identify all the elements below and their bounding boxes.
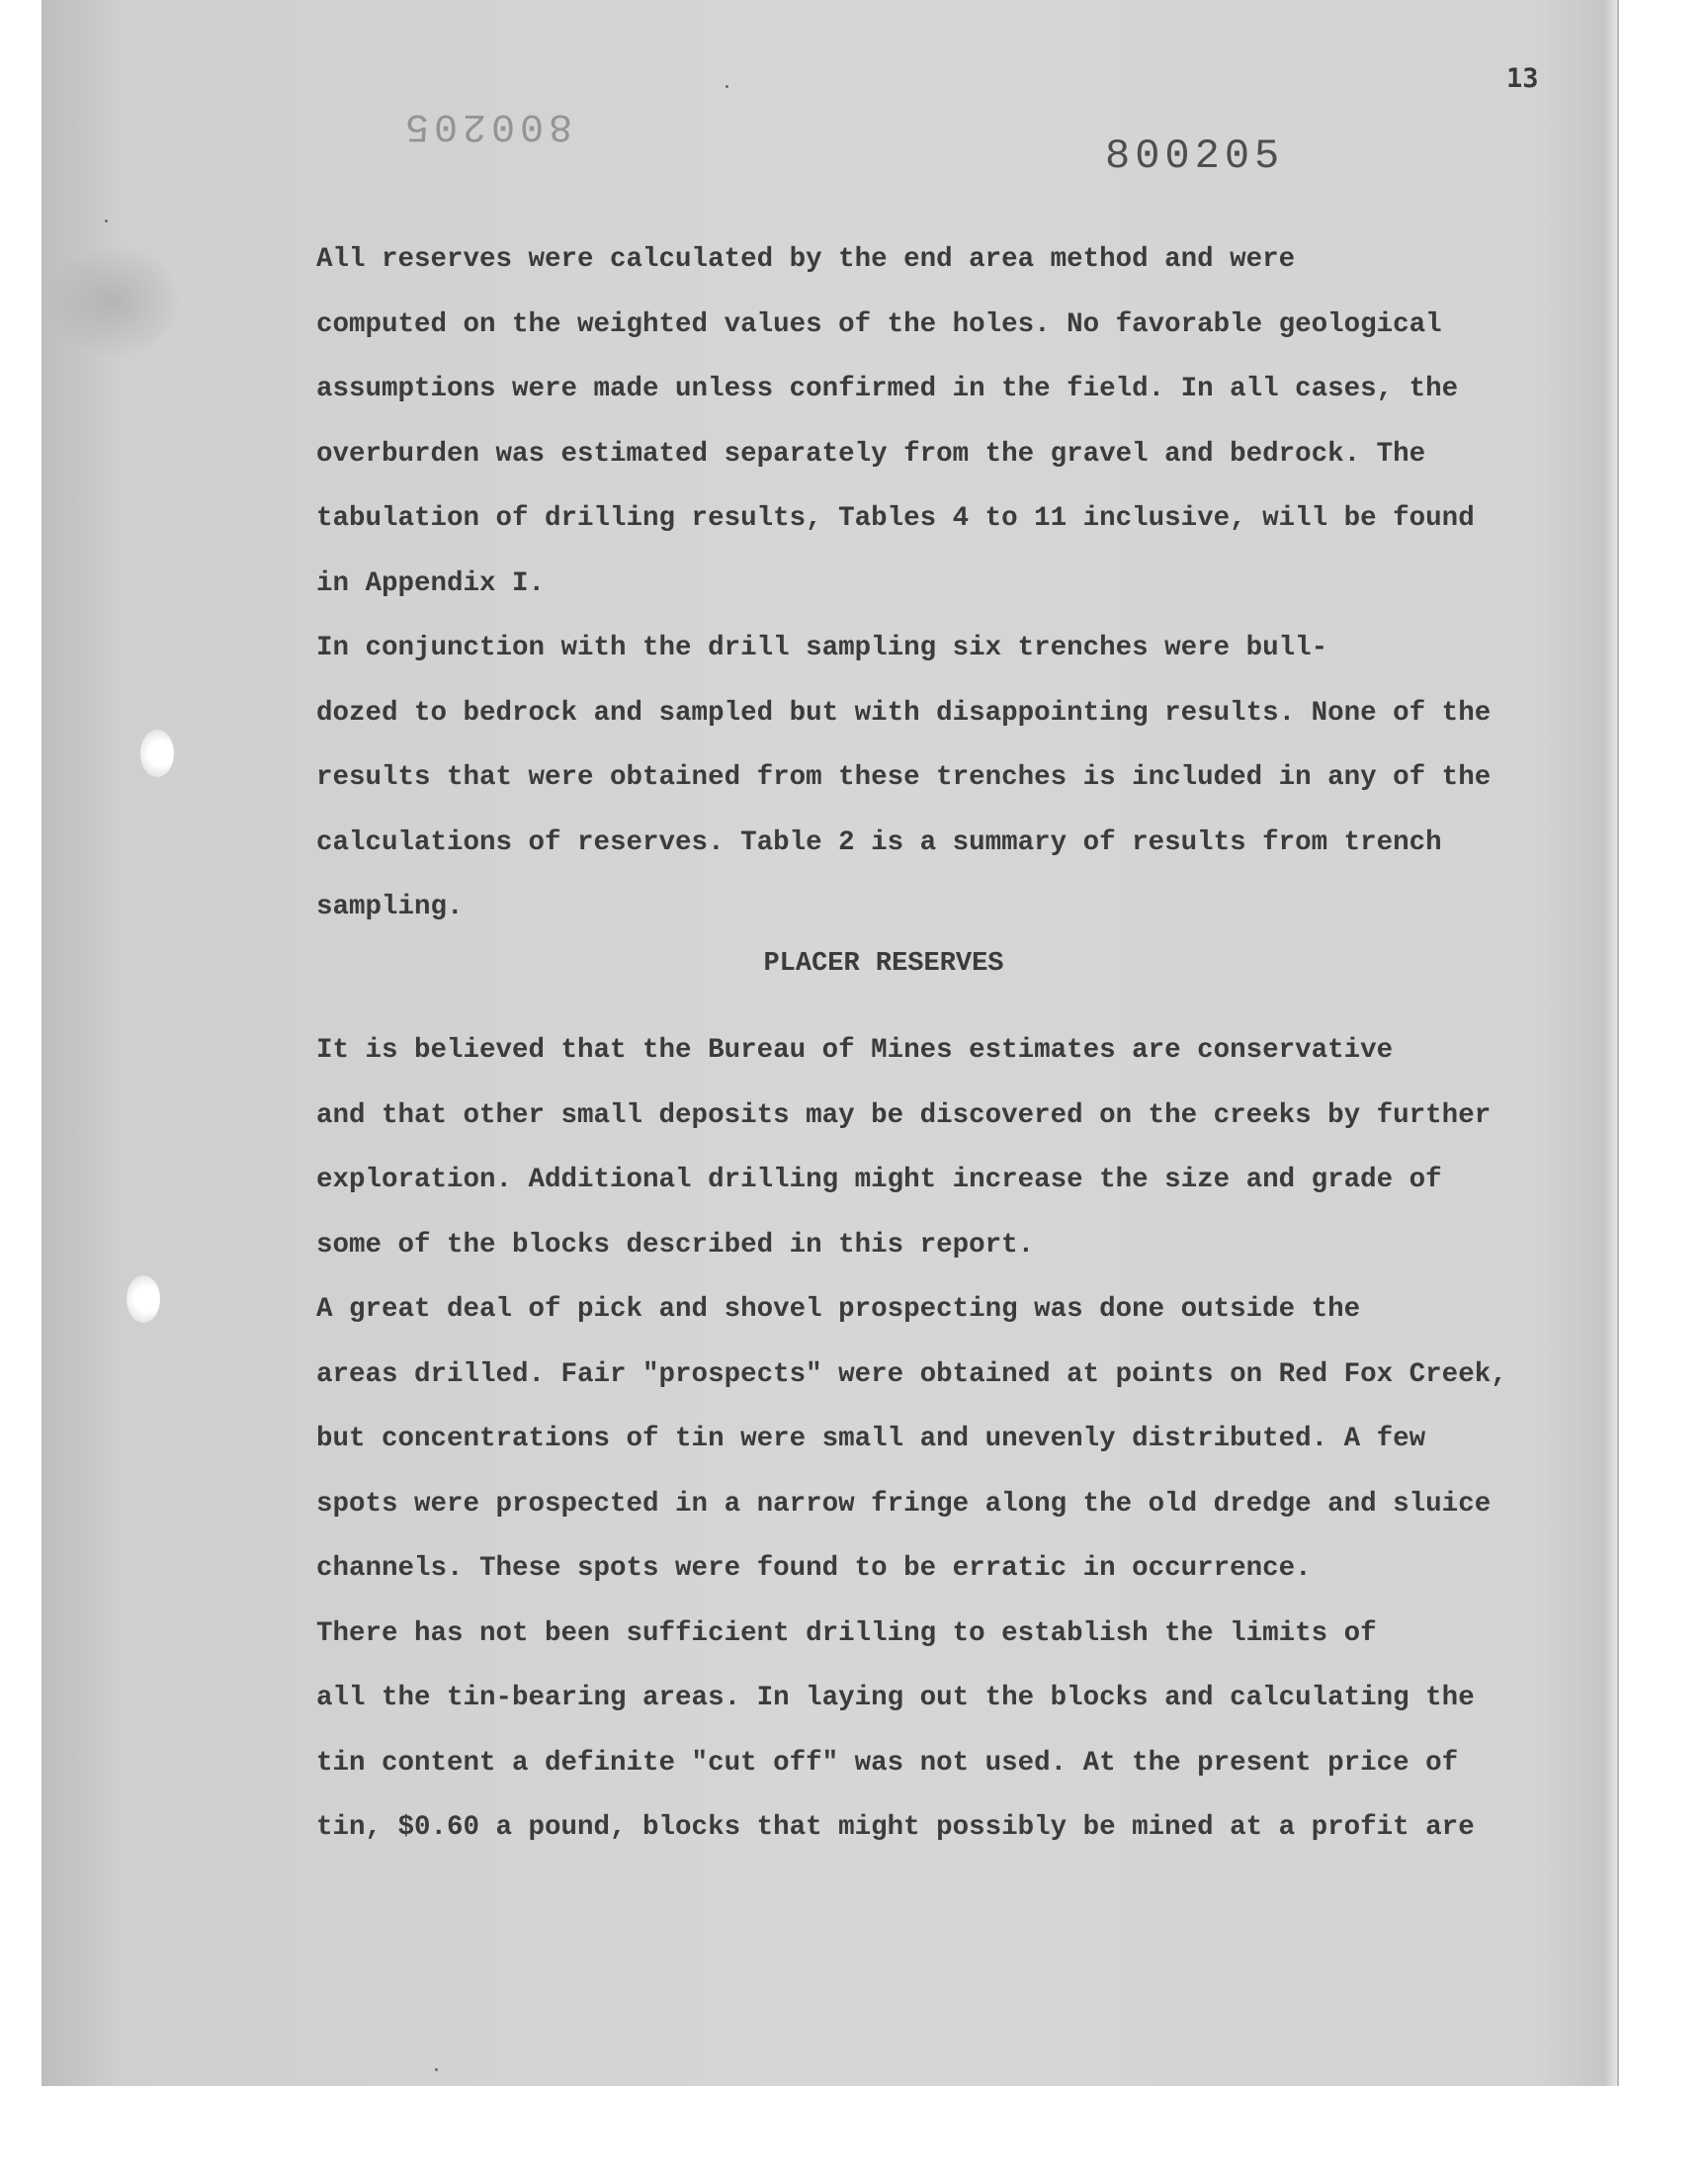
body-text-upper [316,227,1547,940]
speck [105,219,108,222]
paragraph-reserves-method [316,227,1547,616]
text-line: tabulation of drilling results, Tables 4 to 11 inclusive, will be found [316,503,1475,534]
text-line: dozed to bedrock and sampled but with disappointing results. None of the [316,697,1492,729]
text-line: assumptions were made unless confirmed in the field. In all cases, the [316,374,1459,404]
text-line: exploration. Additional drilling might increase the size and grade of [316,1165,1442,1195]
text-line: sampling. [316,892,464,922]
text-line: There has not been sufficient drilling to establish the limits of [316,1617,1377,1649]
punch-hole-upper [140,730,174,777]
text-line: A great deal of pick and shovel prospecting was done outside the [316,1294,1361,1325]
paragraph-trenches [316,616,1547,940]
text-line: areas drilled. Fair "prospects" were obtained at points on Red Fox Creek, [316,1358,1507,1390]
body-text-lower [316,1018,1547,1861]
text-line: results that were obtained from these trenches is included in any of the [316,762,1492,793]
paragraph-prospecting [316,1277,1547,1602]
text-line: and that other small deposits may be discovered on the creeks by further [316,1099,1492,1131]
paragraph-drilling-limits [316,1602,1547,1861]
stamp-number: 800205 [1105,132,1285,180]
text-line: overburden was estimated separately from the gravel and bedrock. The [316,438,1426,470]
text-line: all the tin-bearing areas. In laying out the blocks and calculating the [316,1683,1475,1713]
speck [435,2068,438,2071]
mirrored-stamp-number: 800205 [400,103,573,147]
smudge-mark [49,247,178,356]
text-line: In conjunction with the drill sampling six trenches were bull- [316,633,1328,663]
text-line: It is believed that the Bureau of Mines estimates are conservative [316,1035,1394,1066]
page-number: 13 [1506,63,1539,94]
section-heading: PLACER RESERVES [763,949,1004,979]
punch-hole-lower [127,1275,160,1323]
text-line: in Appendix I. [316,567,546,599]
text-line: All reserves were calculated by the end area method and were [316,244,1296,275]
text-line: calculations of reserves. Table 2 is a summary of results from trench [316,826,1442,858]
text-line: some of the blocks described in this report. [316,1229,1035,1261]
paragraph-estimates [316,1018,1547,1277]
bottom-margin [0,2088,1708,2175]
speck [726,85,728,88]
text-line: tin content a definite "cut off" was not used. At the present price of [316,1747,1459,1779]
text-line: channels. These spots were found to be erratic in occurrence. [316,1553,1312,1584]
text-line: tin, $0.60 a pound, blocks that might possibly be mined at a profit are [316,1812,1475,1843]
text-line: spots were prospected in a narrow fringe along the old dredge and sluice [316,1488,1492,1520]
page-edge [1605,0,1617,2086]
text-line: but concentrations of tin were small and unevenly distributed. A few [316,1424,1426,1454]
text-line: computed on the weighted values of the holes. No favorable geological [316,308,1442,340]
